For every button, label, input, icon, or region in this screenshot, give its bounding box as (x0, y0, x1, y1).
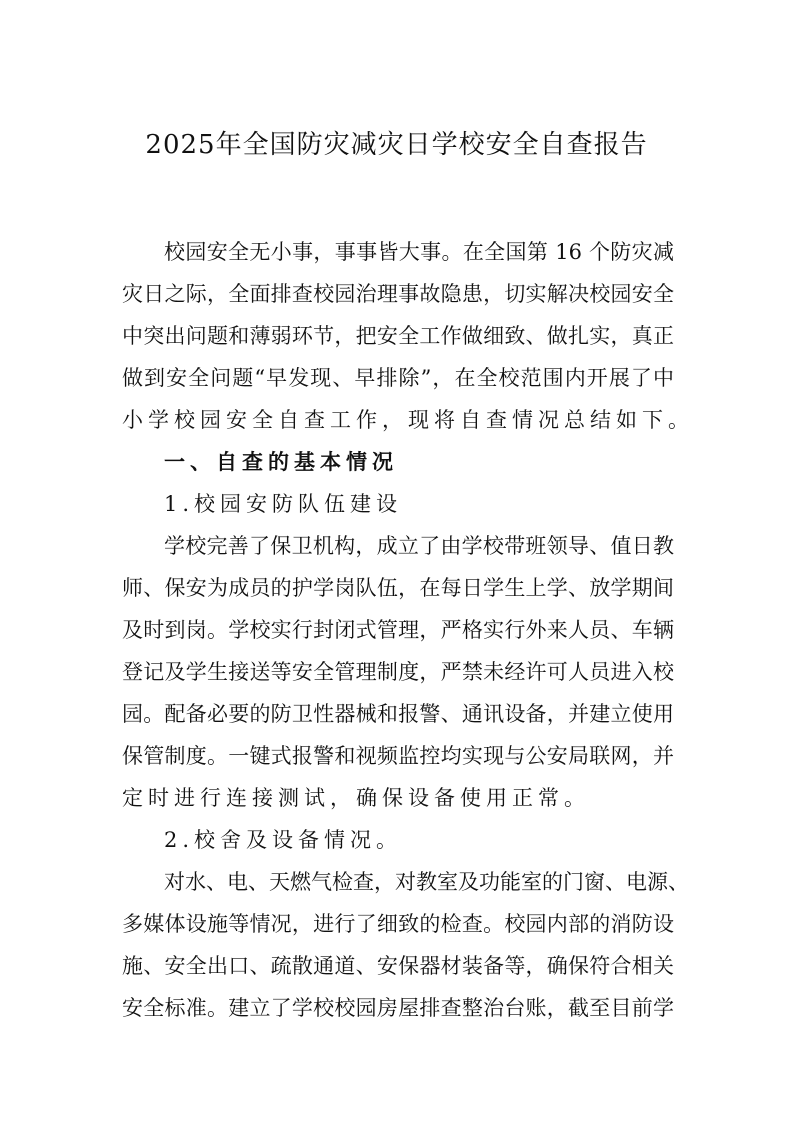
text-line: 多媒体设施等情况，进行了细致的检查。校园内部的消防设 (122, 912, 674, 936)
text-line: 园。配备必要的防卫性器械和报警、通讯设备，并建立使用 (122, 702, 674, 726)
text-line: 及时到岗。学校实行封闭式管理，严格实行外来人员、车辆 (122, 618, 674, 642)
subsection-heading (122, 483, 674, 525)
section-heading (122, 441, 674, 483)
text-line: 灾日之际，全面排查校园治理事故隐患，切实解决校园安全 (122, 282, 674, 306)
subsection-heading (122, 819, 674, 861)
text-line: 师、保安为成员的护学岗队伍，在每日学生上学、放学期间 (122, 576, 674, 600)
text-line: 学校完善了保卫机构，成立了由学校带班领导、值日教 (164, 534, 674, 558)
text-line: 登记及学生接送等安全管理制度，严禁未经许可人员进入校 (122, 660, 674, 684)
text-line: 定时进行连接测试，确保设备使用正常。 (122, 786, 590, 810)
text-line: 做到安全问题“早发现、早排除”，在全校范围内开展了中 (122, 366, 674, 390)
text-line: 校园安全无小事，事事皆大事。在全国第 16 个防灾减 (164, 240, 674, 264)
text-line: 对水、电、天燃气检查，对教室及功能室的门窗、电源、 (164, 870, 689, 894)
text-line: 保管制度。一键式报警和视频监控均实现与公安局联网，并 (122, 744, 674, 768)
text-line: 一、自查的基本情况 (164, 449, 398, 474)
paragraph (122, 861, 689, 1029)
text-line: 小学校园安全自查工作，现将自查情况总结如下。 (122, 408, 694, 432)
paragraph (122, 525, 674, 819)
text-line: 1.校园安防队伍建设 (164, 492, 403, 516)
document-body (122, 231, 694, 1029)
text-line: 安全标准。建立了学校校园房屋排查整治台账，截至目前学 (122, 996, 674, 1020)
document-title: 2025年全国防灾减灾日学校安全自查报告 (145, 130, 648, 160)
text-line: 2.校舍及设备情况。 (164, 828, 403, 852)
text-line: 中突出问题和薄弱环节，把安全工作做细致、做扎实，真正 (122, 324, 674, 348)
text-line: 施、安全出口、疏散通道、安保器材装备等，确保符合相关 (122, 954, 674, 978)
paragraph (122, 231, 694, 441)
